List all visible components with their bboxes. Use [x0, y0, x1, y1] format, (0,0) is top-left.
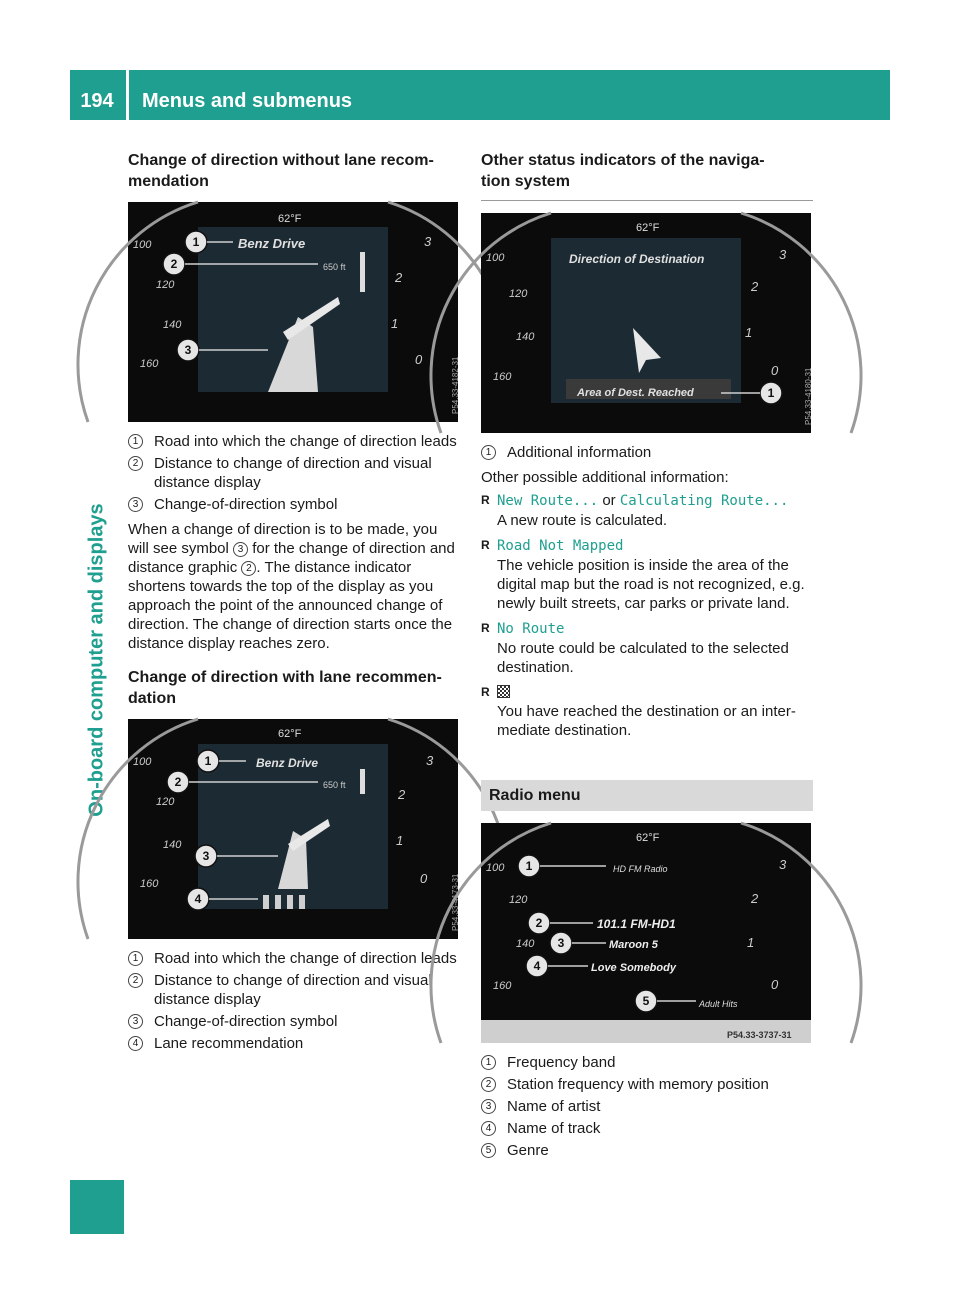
svg-text:1: 1 — [767, 386, 775, 400]
inline-callout: 2 — [241, 561, 256, 576]
section-heading: Change of direction without lane recom- mendation — [128, 152, 434, 190]
cluster-scale-4: 0 — [420, 871, 428, 886]
cluster-speed-4: 160 — [493, 371, 512, 383]
cluster-scale-1: 3 — [426, 753, 434, 768]
side-tab-marker — [70, 1180, 124, 1234]
figure-code: P54.33-4182-31 — [451, 356, 460, 414]
cluster-distance: 650 ft — [323, 262, 346, 272]
cluster-figure-4 — [481, 823, 811, 1043]
cluster-temp: 62°F — [278, 728, 302, 740]
figure-code: P54.33-3737-31 — [727, 1030, 792, 1040]
cluster-temp: 62°F — [636, 832, 660, 844]
cluster-title: Benz Drive — [238, 236, 306, 251]
section-heading: Other status indicators of the naviga- tion system — [481, 150, 813, 201]
cluster-speed-1: 100 — [486, 862, 505, 874]
legend-list — [128, 949, 460, 1053]
cluster-scale-3: 1 — [396, 833, 404, 848]
legend-item: 2 Distance to change of direction and visual distance display — [128, 971, 460, 1009]
svg-text:5: 5 — [642, 994, 650, 1008]
cluster-temp: 62°F — [278, 213, 302, 225]
cluster-status: Area of Dest. Reached — [577, 387, 694, 399]
cluster-speed-2: 120 — [156, 796, 175, 808]
section-heading: Radio menu — [481, 780, 813, 811]
svg-text:2: 2 — [535, 916, 543, 930]
cluster-figure-1 — [128, 202, 458, 422]
legend-list — [481, 1053, 813, 1160]
cluster-figure-3 — [481, 213, 811, 433]
cluster-scale-2: 2 — [751, 891, 759, 906]
cluster-scale-1: 3 — [779, 857, 787, 872]
page-title: Menus and submenus — [142, 90, 353, 112]
legend-item: 1 Road into which the change of direction leads — [128, 949, 460, 968]
svg-text:1: 1 — [525, 859, 533, 873]
svg-text:1: 1 — [192, 235, 200, 249]
cluster-scale-1: 3 — [424, 234, 432, 249]
svg-text:3: 3 — [202, 849, 210, 863]
legend-item: 2 Distance to change of direction and visual distance display — [128, 454, 460, 492]
side-tab-label: On-board computer and displays — [85, 503, 108, 817]
svg-text:2: 2 — [170, 257, 178, 271]
inline-callout: 3 — [233, 542, 248, 557]
cluster-temp: 62°F — [636, 222, 660, 234]
cluster-scale-4: 0 — [771, 977, 779, 992]
svg-text:2: 2 — [174, 775, 182, 789]
list-item: R No Route No route could be calculated to the selected destination. — [481, 619, 813, 677]
cluster-scale-2: 2 — [398, 787, 406, 802]
cluster-speed-3: 140 — [163, 839, 182, 851]
cluster-speed-2: 120 — [156, 279, 175, 291]
cluster-title: Benz Drive — [256, 756, 319, 770]
legend-item: 3 Change-of-direction symbol — [128, 495, 460, 514]
list-item: R New Route... or Calculating Route... A new route is calculated. — [481, 491, 813, 530]
section-heading: Change of direction with lane recommen- dation — [128, 669, 442, 707]
svg-text:3: 3 — [557, 936, 565, 950]
right-column — [481, 150, 813, 1166]
legend-item: 1 Road into which the change of direction leads — [128, 432, 460, 451]
checkered-flag-icon — [497, 685, 510, 698]
cluster-speed-3: 140 — [516, 938, 535, 950]
legend-item: 3 Name of artist — [481, 1097, 813, 1116]
body-paragraph: When a change of direction is to be made, you will see symbol 3 for the change of direction and distance graphic 2 . The distance indicator shortens towards the top of the display as you approach the point of the announced change of direction. The change of direction starts once the distance display reaches zero. — [128, 521, 455, 652]
status-list — [481, 491, 813, 740]
legend-list — [481, 443, 813, 462]
radio-artist: Maroon 5 — [609, 939, 658, 951]
radio-track: Love Somebody — [591, 962, 676, 974]
cluster-scale-3: 1 — [391, 316, 399, 331]
cluster-speed-2: 120 — [509, 894, 528, 906]
cluster-speed-3: 140 — [516, 331, 535, 343]
svg-text:3: 3 — [184, 343, 192, 357]
cluster-speed-1: 100 — [486, 252, 505, 264]
cluster-speed-1: 100 — [133, 239, 152, 251]
cluster-speed-4: 160 — [493, 980, 512, 992]
cluster-scale-3: 1 — [747, 935, 755, 950]
cluster-scale-2: 2 — [751, 279, 759, 294]
cluster-scale-3: 1 — [745, 325, 753, 340]
figure-code: P54.33-4180-31 — [804, 367, 813, 425]
cluster-speed-4: 160 — [140, 878, 159, 890]
radio-genre: Adult Hits — [699, 999, 738, 1009]
legend-item: 5 Genre — [481, 1141, 813, 1160]
figure-code: P54.33-4173-31 — [451, 873, 460, 931]
radio-station: 101.1 FM-HD1 — [597, 917, 676, 931]
legend-item: 1 Additional information — [481, 443, 813, 462]
cluster-scale-1: 3 — [779, 247, 787, 262]
cluster-speed-3: 140 — [163, 319, 182, 331]
legend-item: 2 Station frequency with memory position — [481, 1075, 813, 1094]
cluster-speed-4: 160 — [140, 358, 159, 370]
cluster-distance: 650 ft — [323, 780, 346, 790]
header-divider — [126, 70, 129, 120]
page-number: 194 — [80, 90, 114, 112]
cluster-speed-1: 100 — [133, 756, 152, 768]
cluster-scale-4: 0 — [771, 363, 779, 378]
intro-text: Other possible additional information: — [481, 469, 729, 486]
svg-text:1: 1 — [204, 754, 212, 768]
legend-item: 4 Name of track — [481, 1119, 813, 1138]
legend-item: 3 Change-of-direction symbol — [128, 1012, 460, 1031]
cluster-scale-4: 0 — [415, 352, 423, 367]
legend-list — [128, 432, 460, 514]
svg-text:4: 4 — [533, 959, 541, 973]
cluster-scale-2: 2 — [395, 270, 403, 285]
radio-band: HD FM Radio — [613, 864, 668, 874]
legend-item: 1 Frequency band — [481, 1053, 813, 1072]
cluster-figure-2 — [128, 719, 458, 939]
list-item: R You have reached the destination or an inter-mediate destination. — [481, 683, 813, 740]
left-column — [128, 150, 460, 1059]
list-item: R Road Not Mapped The vehicle position is inside the area of the digital map but the road is not recognized, e.g. newly built streets, car parks or private land. — [481, 536, 813, 613]
legend-item: 4 Lane recommendation — [128, 1034, 460, 1053]
cluster-title: Direction of Destination — [569, 252, 705, 266]
svg-text:4: 4 — [194, 892, 202, 906]
cluster-speed-2: 120 — [509, 288, 528, 300]
